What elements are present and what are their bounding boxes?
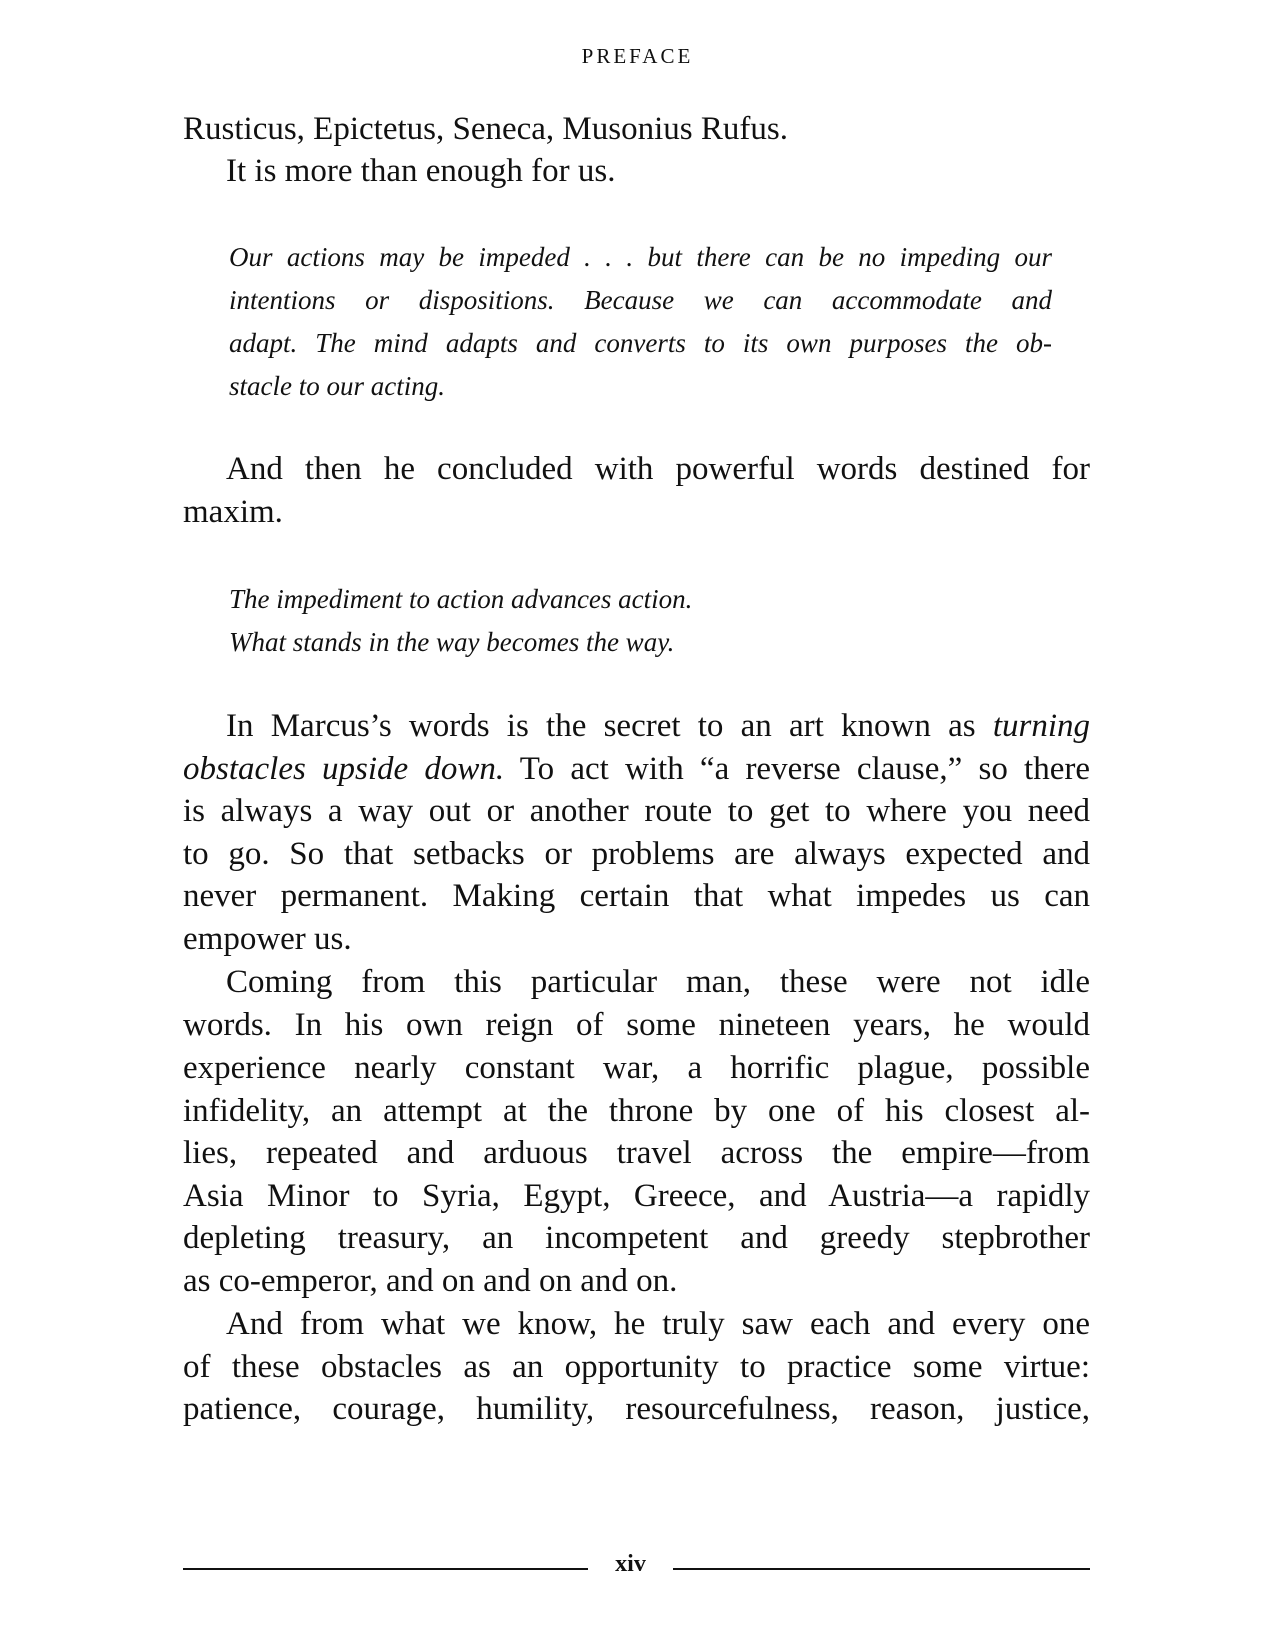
italic-phrase: turning — [992, 708, 1090, 744]
text-run: In Marcus’s words is the secret to an art known as — [226, 708, 993, 744]
page-footer — [183, 1553, 1090, 1583]
body-line: depleting treasury, an incompetent and greedy stepbrother — [183, 1220, 1090, 1256]
block-quote-line: Our actions may be impeded . . . but there can be no impeding our — [229, 242, 1052, 272]
body-line: Coming from this particular man, these were not idle — [226, 964, 1090, 1000]
body-line: words. In his own reign of some nineteen years, he would — [183, 1007, 1090, 1043]
body-line: maxim. — [183, 494, 283, 530]
footer-rule-right — [673, 1568, 1090, 1570]
body-line — [226, 704, 1090, 748]
body-line — [183, 747, 1090, 791]
body-line: to go. So that setbacks or problems are always expected and — [183, 836, 1090, 872]
block-quote-line: intentions or dispositions. Because we can accommodate and — [229, 285, 1052, 315]
block-quote-line: adapt. The mind adapts and converts to its own purposes the ob- — [229, 328, 1052, 358]
running-head: PREFACE — [581, 44, 694, 68]
body-line: experience nearly constant war, a horrific plague, possible — [183, 1050, 1090, 1086]
block-quote-line: stacle to our acting. — [229, 371, 445, 401]
body-line: lies, repeated and arduous travel across the empire—from — [183, 1135, 1090, 1171]
body-line: as co-emperor, and on and on and on. — [183, 1263, 678, 1299]
body-line: And from what we know, he truly saw each and every one — [226, 1306, 1090, 1342]
body-line: And then he concluded with powerful words destined for — [226, 451, 1090, 487]
body-line: Rusticus, Epictetus, Seneca, Musonius Rufus. — [183, 111, 788, 147]
block-quote-line: What stands in the way becomes the way. — [229, 627, 675, 657]
text-run: To act with “a reverse clause,” so there — [504, 751, 1090, 787]
body-line: is always a way out or another route to get to where you need — [183, 793, 1090, 829]
body-line: never permanent. Making certain that what impedes us can — [183, 878, 1090, 914]
body-line: infidelity, an attempt at the throne by one of his closest al- — [183, 1093, 1090, 1129]
page-number: xiv — [615, 1551, 646, 1577]
footer-rule-left — [183, 1568, 588, 1570]
body-line: It is more than enough for us. — [226, 153, 616, 189]
italic-phrase: obstacles upside down. — [183, 751, 505, 787]
body-line: empower us. — [183, 921, 352, 957]
block-quote-line: The impediment to action advances action. — [229, 584, 693, 614]
body-line: of these obstacles as an opportunity to practice some virtue: — [183, 1349, 1090, 1385]
body-line: Asia Minor to Syria, Egypt, Greece, and Austria—a rapidly — [183, 1178, 1090, 1214]
body-line: patience, courage, humility, resourcefulness, reason, justice, — [183, 1391, 1090, 1427]
